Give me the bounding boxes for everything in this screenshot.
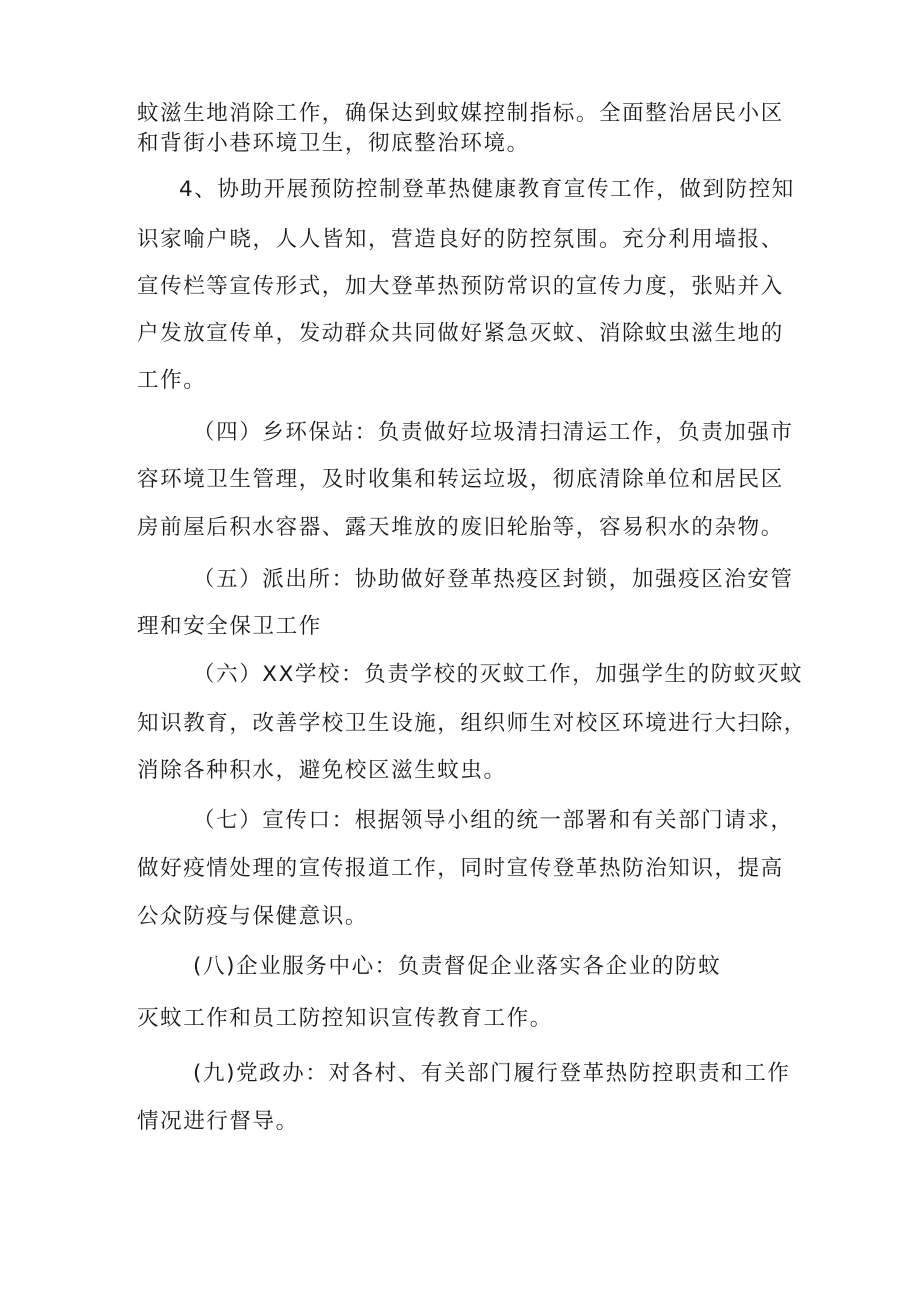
paragraph-line: 识家喻户晓，人人皆知，营造良好的防控氛围。充分利用墙报、 (137, 227, 784, 252)
paragraph-line: 4、协助开展预防控制登革热健康教育宣传工作，做到防控知 (179, 177, 795, 202)
paragraph-line: 宣传栏等宣传形式，加大登革热预防常识的宣传力度，张贴并入 (137, 274, 784, 299)
paragraph-line: 情况进行督导。 (137, 1109, 299, 1134)
paragraph-line: 消除各种积水，避免校区滋生蚊虫。 (137, 758, 507, 783)
paragraph-line: (八)企业服务中心：负责督促企业落实各企业的防蚊 (193, 954, 722, 979)
paragraph-line: 做好疫情处理的宣传报道工作，同时宣传登革热防治知识，提高 (137, 856, 784, 881)
paragraph-line: （四）乡环保站：负责做好垃圾清扫清运工作，负责加强市 (193, 420, 794, 445)
paragraph-line: （五）派出所：协助做好登革热疫区封锁，加强疫区治安管 (193, 567, 794, 592)
paragraph-line: 蚊滋生地消除工作，确保达到蚊媒控制指标。全面整治居民小区 (137, 101, 784, 126)
paragraph-line: 理和安全保卫工作 (137, 614, 322, 639)
paragraph-line: 工作。 (137, 368, 207, 393)
paragraph-line: （六）XX学校：负责学校的灭蚊工作，加强学生的防蚊灭蚊 (193, 662, 804, 687)
paragraph-line: 房前屋后积水容器、露天堆放的废旧轮胎等，容易积水的杂物。 (137, 515, 784, 540)
paragraph-line: （七）宣传口：根据领导小组的统一部署和有关部门请求， (193, 808, 794, 833)
paragraph-line: 知识教育，改善学校卫生设施，组织师生对校区环境进行大扫除， (137, 711, 807, 736)
paragraph-line: (九)党政办：对各村、有关部门履行登革热防控职责和工作 (193, 1061, 791, 1086)
paragraph-line: 户发放宣传单，发动群众共同做好紧急灭蚊、消除蚊虫滋生地的 (137, 321, 784, 346)
paragraph-line: 容环境卫生管理，及时收集和转运垃圾，彻底清除单位和居民区 (137, 467, 784, 492)
paragraph-line: 公众防疫与保健意识。 (137, 904, 369, 929)
paragraph-line: 和背街小巷环境卫生，彻底整治环境。 (137, 131, 530, 156)
paragraph-line: 灭蚊工作和员工防控知识宣传教育工作。 (137, 1006, 553, 1031)
